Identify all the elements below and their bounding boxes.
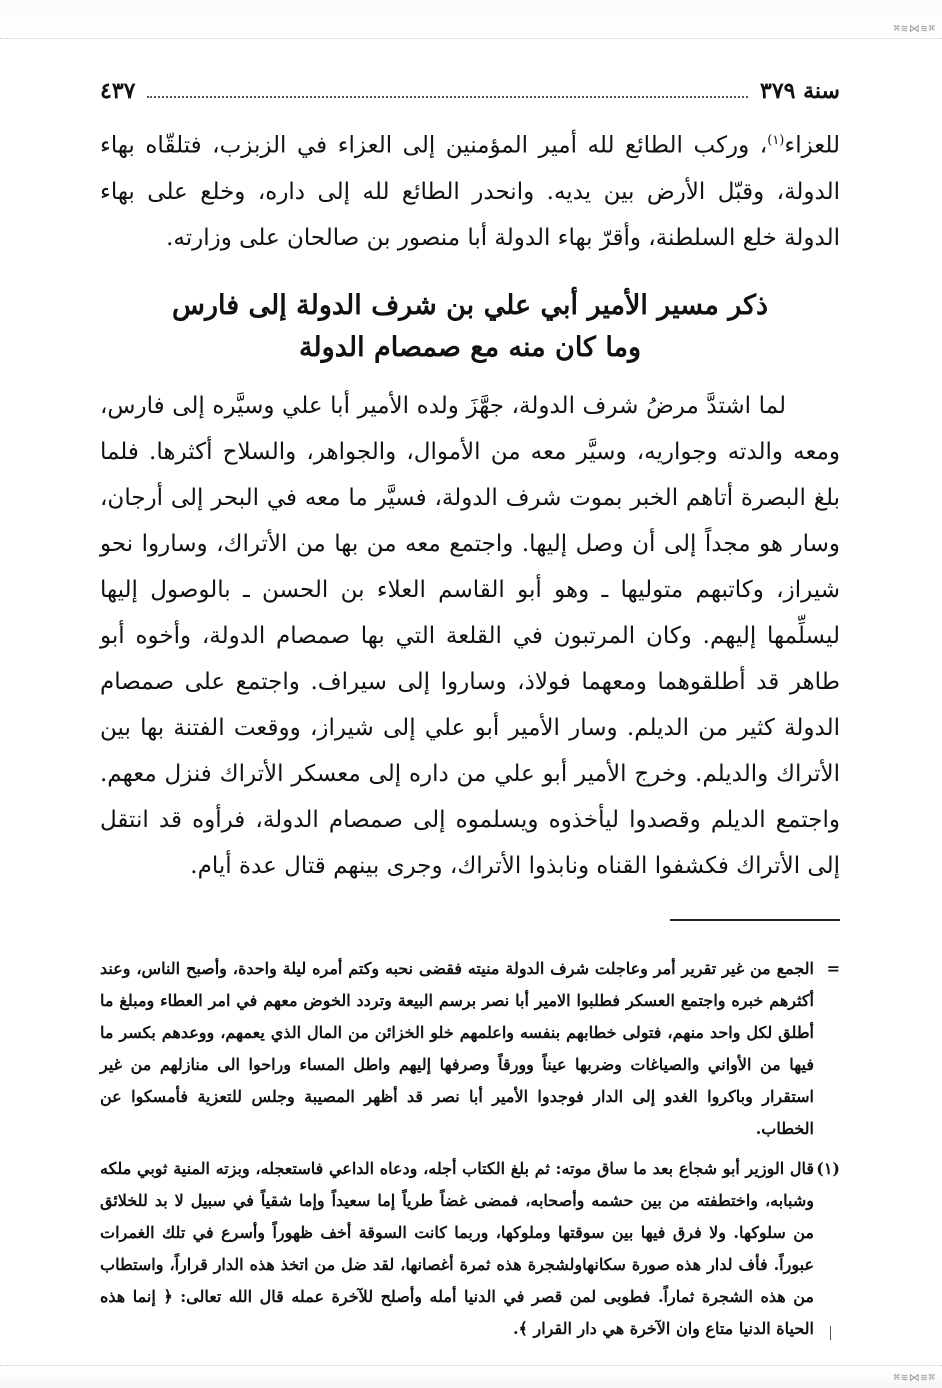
footnote-continued [100, 953, 840, 1145]
section-heading-line1: ذكر مسير الأمير أبي علي بن شرف الدولة إلى فارس [171, 289, 769, 321]
footnote-1 [100, 1153, 840, 1345]
footnote-separator [670, 919, 840, 921]
main-paragraph-block [100, 383, 840, 889]
book-page [100, 78, 840, 1345]
corner-ornament-top: ⌘≋⋈≋⌘ [893, 22, 936, 35]
intro-paragraph [100, 118, 840, 261]
footnote-marker: (١) [816, 1158, 840, 1178]
running-header [100, 78, 840, 118]
corner-ornament-bottom: ⌘≋⋈≋⌘ [893, 1371, 936, 1384]
footnote-marker: = [826, 958, 840, 978]
scan-border-bottom [0, 1365, 942, 1388]
margin-tick [830, 1326, 831, 1340]
main-paragraph: لما اشتدَّ مرضُ شرف الدولة، جهَّزَ ولده الأمير أبا علي وسيَّره إلى فارس، ومعه والدته وجواريه، وسيَّر معه من الأموال، والجواهر، والسلاح أكثرها. فلما بلغ البصرة أتاهم الخبر بموت شرف الدولة، فسيَّر ما معه في البحر إلى أرجان، وسار هو مجداً إلى أن وصل إليها. واجتمع معه من بها من الأتراك، وساروا نحو شيراز، وكاتبهم متوليها ـ وهو أبو القاسم العلاء بن الحسن ـ بالوصول إليها ليسلِّمها إليهم. وكان المرتبون في القلعة التي بها صمصام الدولة، وأخوه أبو طاهر قد أطلقوهما ومعهما فولاذ، وساروا إلى سيراف. واجتمع على صمصام الدولة كثير من الديلم. وسار الأمير أبو علي إلى شيراز، ووقعت الفتنة بها بين الأتراك والديلم. وخرج الأمير أبو علي من داره إلى معسكر الأتراك فنزل معهم. واجتمع الديلم وقصدوا ليأخذوه ويسلموه إلى صمصام الدولة، فرأوه قد انتقل إلى الأتراك فكشفوا القناه ونابذوا الأتراك، وجرى بينهم قتال عدة أيام. [100, 392, 840, 879]
year-label: سنة ٣٧٩ [760, 78, 840, 104]
footnote-text: الجمع من غير تقرير أمر وعاجلت شرف الدولة منيته فقضى نحبه وكتم أمره ليلة واحدة، وأصبح الناس، وعند أكثرهم خبره واجتمع العسكر فطلبوا الامير أبا نصر برسم البيعة وتردد الخوض معهم في امر العطاء ومبلغ ما أطلق لكل واحد منهم، فتولى خطابهم بنفسه واعلمهم خلو الخزائن من المال الذي يعمهم، ووعدهم بكسر ما فيها من الأواني والصياغات وضربها عيناً وورقاً وصرفها إليهم واطل المساء وراحوا الى منازلهم من غير استقرار وباكروا الغدو إلى الدار فوجدوا الأمير أبا نصر قد أظهر المصيبة وجلس للتعزية فأمسكوا عن الخطاب. [100, 958, 814, 1138]
footnotes-section [100, 953, 840, 1345]
header-dotted-leader [147, 78, 748, 98]
footnote-text: قال الوزير أبو شجاع بعد ما ساق موته: ثم بلغ الكتاب أجله، ودعاه الداعي فاستعجله، وبزته المنية ثوبي ملكه وشبابه، واختطفته من بين حشمه وأصحابه، فمضى غضاً طرياً إما سعيداً وإما شقياً في سبيل لا بد للخلائق من سلوكها. ولا فرق فيها بين سوقتها وملوكها، وربما كانت السوقة أخف ظهوراً وأسرع في تلك الغمرات عبوراً. فأف لدار هذه صورة سكانهاولشجرة هذه ثمرة أغصانها، لقد ضل من اتخذ هذه الدار قراراً، واستطاب من هذه الشجرة ثماراً. فطوبى لمن قصر في الدنيا أمله وأصلح للآخرة عمله قال الله تعالى: ﴿ إنما هذه الحياة الدنيا متاع وان الآخرة هي دار القرار ﴾. [100, 1158, 814, 1338]
section-heading [100, 285, 840, 369]
section-heading-line2: وما كان منه مع صمصام الدولة [298, 331, 642, 363]
footnote-ref[interactable]: (١) [767, 133, 785, 148]
intro-text-rest: ، وركب الطائع لله أمير المؤمنين إلى العزاء في الزبزب، فتلقّاه بهاء الدولة، وقبّل الأرض بين يديه. وانحدر الطائع لله إلى داره، وخلع على بهاء الدولة خلع السلطنة، وأقرّ بهاء الدولة أبا منصور بن صالحان على وزارته. [100, 132, 840, 251]
page-number: ٤٣٧ [100, 78, 136, 104]
intro-text-start: للعزاء [784, 132, 840, 159]
scan-border-top [0, 0, 942, 39]
